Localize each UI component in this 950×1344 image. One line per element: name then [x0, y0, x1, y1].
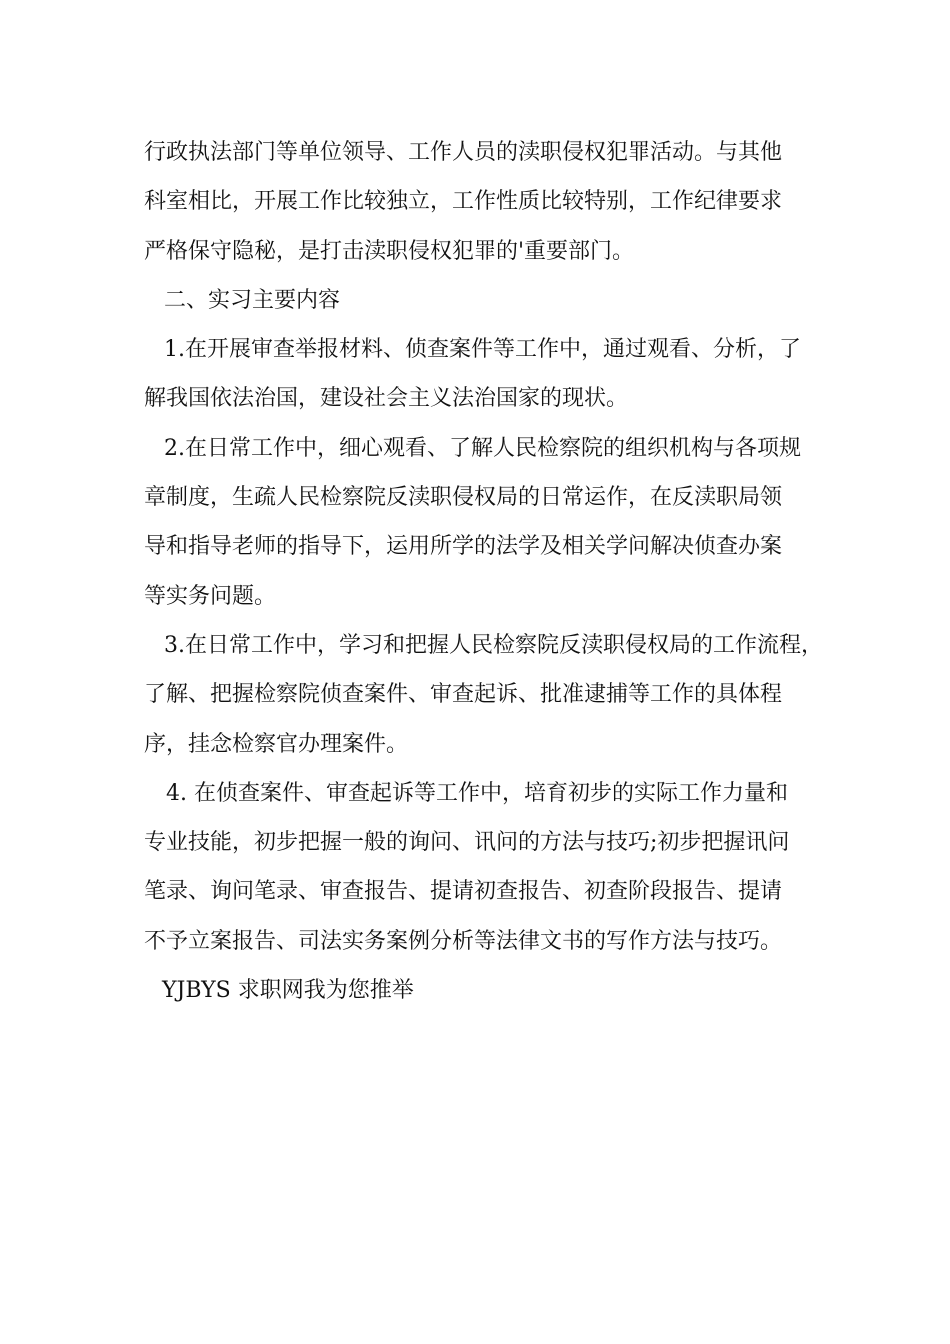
- list-item-2-line: 导和指导老师的指导下，运用所学的法学及相关学问解决侦查办案: [144, 534, 783, 560]
- list-item-2-line: 等实务问题。: [144, 583, 277, 609]
- list-item-4-line: 不予立案报告、司法实务案例分析等法律文书的写作方法与技巧。: [144, 928, 783, 954]
- list-item-3-line: 了解、把握检察院侦查案件、审查起诉、批准逮捕等工作的具体程: [144, 682, 783, 708]
- list-item-2-line: 章制度，生疏人民检察院反渎职侵权局的日常运作，在反渎职局领: [144, 485, 783, 511]
- footer-note: YJBYS 求职网我为您推举: [162, 978, 414, 1004]
- list-item-1-line: 1.在开展审查举报材料、侦查案件等工作中，通过观看、分析，了: [164, 337, 801, 363]
- list-item-3-line: 3.在日常工作中，学习和把握人民检察院反渎职侵权局的工作流程，: [164, 632, 823, 658]
- list-item-4-line: 笔录、询问笔录、审查报告、提请初查报告、初查阶段报告、提请: [144, 879, 783, 905]
- document-body: [144, 128, 824, 1015]
- list-item-3-line: 序，挂念检察官办理案件。: [144, 731, 409, 757]
- list-item-2-line: 2.在日常工作中，细心观看、了解人民检察院的组织机构与各项规: [164, 435, 801, 461]
- paragraph-line: 行政执法部门等单位领导、工作人员的渎职侵权犯罪活动。与其他: [144, 140, 783, 165]
- list-item-4-line: 4. 在侦查案件、审查起诉等工作中，培育初步的实际工作力量和: [166, 780, 788, 806]
- list-item-1-line: 解我国依法治国，建设社会主义法治国家的现状。: [144, 386, 629, 412]
- list-item-4-line: 专业技能，初步把握一般的询问、讯问的方法与技巧;初步把握讯问: [144, 830, 790, 856]
- paragraph-line: 严格保守隐秘，是打击渎职侵权犯罪的'重要部门。: [144, 238, 635, 264]
- section-heading: 二、实习主要内容: [164, 287, 341, 313]
- paragraph-line: 科室相比，开展工作比较独立，工作性质比较特别，工作纪律要求: [144, 189, 783, 215]
